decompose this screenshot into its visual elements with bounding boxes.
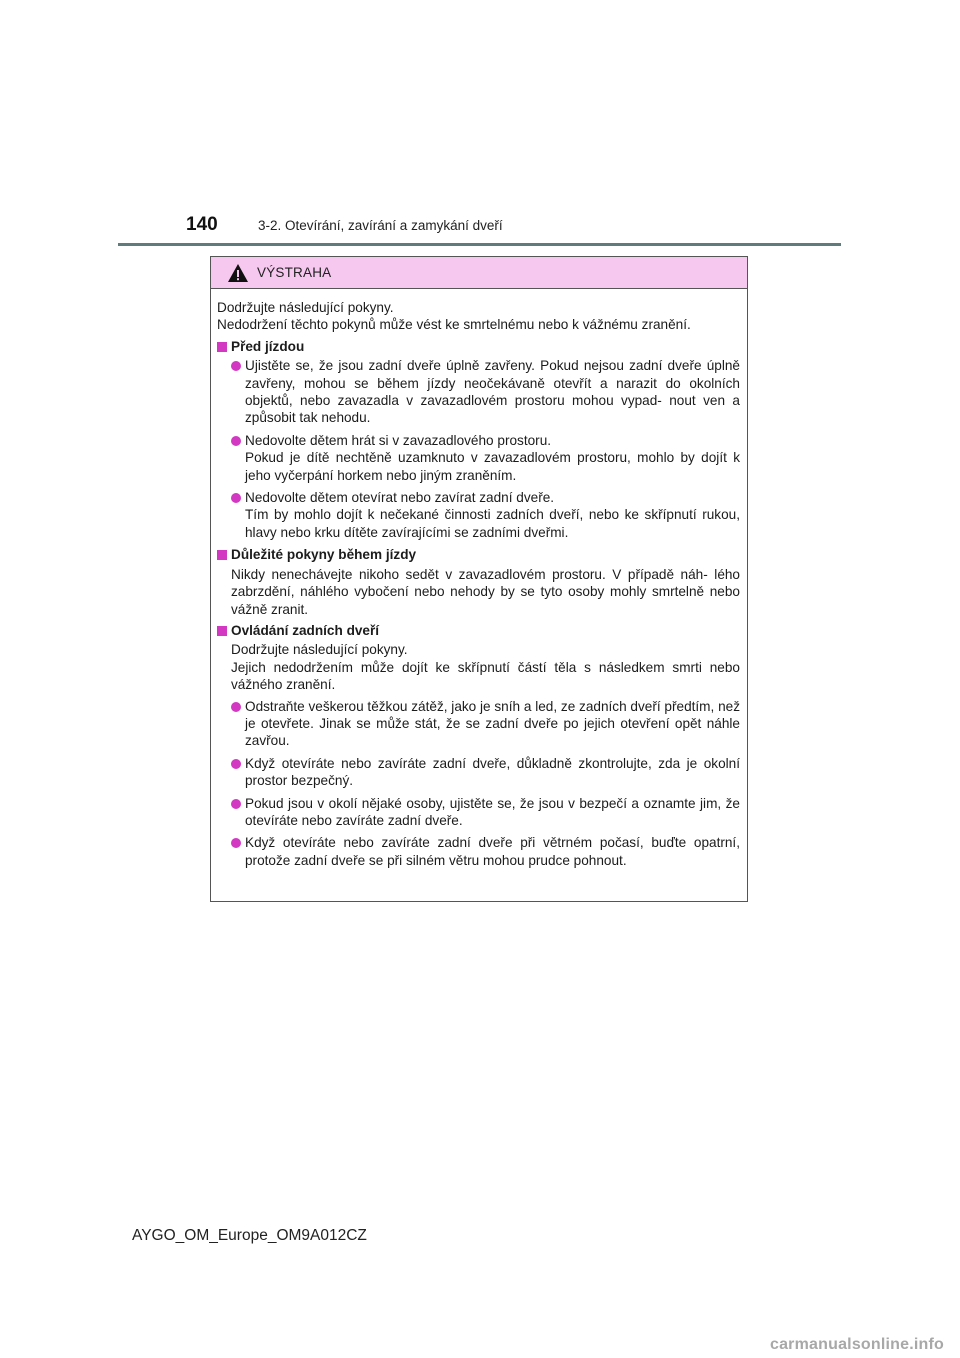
circle-bullet-icon [231,361,241,371]
circle-bullet-icon [231,436,241,446]
list-item [217,698,740,750]
section-heading [217,546,740,563]
circle-bullet-icon [231,838,241,848]
bullet-text: Když otevíráte nebo zavíráte zadní dveře při větrném počasí, buďte opatrní, protože zadní dveře se při silném větru mohou prudce pohnout. [245,835,740,868]
warning-body [211,289,747,869]
section-title: 3-2. Otevírání, zavírání a zamykání dveří [258,218,503,233]
header-divider [118,243,841,246]
bullet-text: Když otevíráte nebo zavíráte zadní dveře, důkladně zkontrolujte, zda je okolní prostor bezpečný. [245,755,740,789]
bullet-line: Nedovolte dětem otevírat nebo zavírat zadní dveře. [245,490,555,506]
section-text: Nikdy nenechávejte nikoho sedět v zavazadlovém prostoru. V případě náh- lého zabrzdění, náhlého vybočení nebo nehody by se tyto osoby mohly smrtelně nebo vážně zranit. [231,566,740,617]
document-code: AYGO_OM_Europe_OM9A012CZ [132,1227,367,1244]
bullet-text [245,489,740,541]
list-item [217,755,740,790]
page-number: 140 [186,214,218,235]
circle-bullet-icon [231,759,241,769]
list-item [217,357,740,427]
section-heading [217,622,740,639]
square-bullet-icon [217,550,227,560]
section-heading-text: Před jízdou [231,338,305,354]
bullet-text: Ujistěte se, že jsou zadní dveře úplně zavřeny. Pokud nejsou zadní dveře úplně zavřeny, mohou se během jízdy neočekávaně otevřít a narazit do okolních objektů, nebo zavazadla v zavazadlovém prostoru mohou vypad- nout ven a způsobit tak nehodu. [245,358,740,426]
warning-intro [217,299,740,334]
section-heading-text: Důležité pokyny během jízdy [231,547,417,563]
section-driving-instructions [217,546,740,618]
bullet-text [245,432,740,484]
section-heading [217,338,740,355]
watermark-text: carmanualsonline.info [769,1336,944,1353]
bullet-text: Pokud jsou v okolí nějaké osoby, ujistěte se, že jsou v bezpečí a oznamte jim, že otevíráte nebo zavíráte zadní dveře. [245,795,740,828]
list-item [217,489,740,541]
section-text [217,641,740,693]
square-bullet-icon [217,626,227,636]
page-header [186,214,503,240]
section-rear-door-operation [217,622,740,869]
intro-line: Nedodržení těchto pokynů může vést ke smrtelnému nebo k vážnému zranění. [217,317,691,333]
bullet-line: Pokud je dítě nechtěně uzamknuto v zavazadlovém prostoru, mohlo by dojít k jeho vyčerpání horkem nebo jiným zraněním. [245,450,740,483]
section-line: Dodržujte následující pokyny. [231,642,408,658]
square-bullet-icon [217,342,227,352]
circle-bullet-icon [231,799,241,809]
section-line: Jejich nedodržením může dojít ke skřípnutí částí těla s následkem smrti nebo vážného zranění. [231,659,740,693]
list-item [217,795,740,830]
intro-line: Dodržujte následující pokyny. [217,300,394,315]
warning-header [211,257,747,289]
section-before-driving [217,338,740,541]
section-heading-text: Ovládání zadních dveří [231,622,380,638]
bullet-line: Tím by mohlo dojít k nečekané činnosti zadních dveří, nebo ke skřípnutí rukou, hlavy nebo krku dítěte zavírajícími se zadními dveřmi. [245,507,740,540]
circle-bullet-icon [231,493,241,503]
bullet-text: Odstraňte veškerou těžkou zátěž, jako je sníh a led, ze zadních dveří předtím, než je otevřete. Jinak se může stát, že se zadní dveře po jejich otevření opět náhle zavřou. [245,698,740,749]
warning-box [210,256,748,902]
warning-title: VÝSTRAHA [257,265,332,280]
circle-bullet-icon [231,702,241,712]
warning-triangle-icon [227,263,249,283]
bullet-line: Nedovolte dětem hrát si v zavazadlového prostoru. [245,432,552,448]
list-item [217,432,740,484]
list-item [217,834,740,869]
